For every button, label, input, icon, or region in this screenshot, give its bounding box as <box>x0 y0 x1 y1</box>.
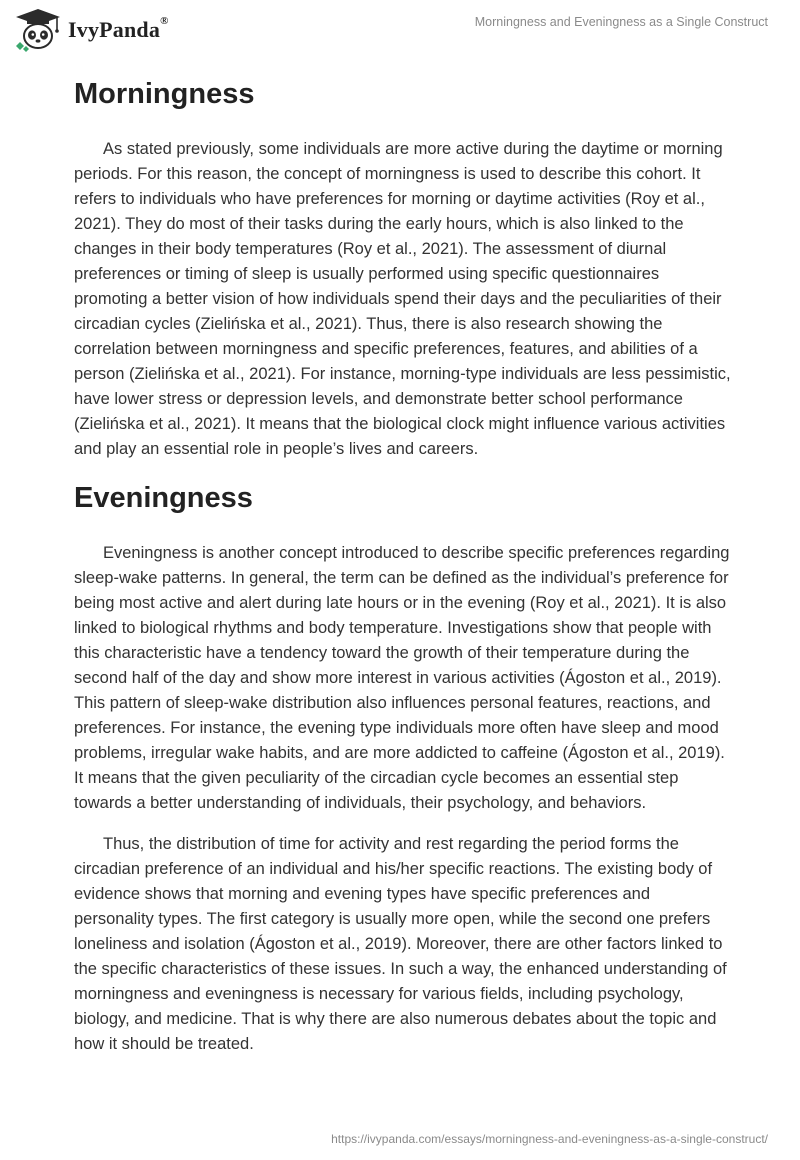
document-title: Morningness and Eveningness as a Single Construct <box>474 15 768 29</box>
paragraph-eveningness-1: Eveningness is another concept introduced to describe specific preferences regarding sleep-wake patterns. In general, the term can be defined as the individual’s preference for being most active and alert during late hours or in the evening (Roy et al., 2021). It is also linked to biological rhythms and body temperature. Investigations show that people with this characteristic have a tendency toward the growth of their temperature during the second half of the day and show more interest in various activities (Ágoston et al., 2019). This pattern of sleep-wake distribution also influences personal features, reactions, and preferences. For instance, the evening type individuals more often have sleep and mood problems, irregular wake habits, and are more addicted to caffeine (Ágoston et al., 2019). It means that the given peculiarity of the circadian cycle becomes an essential step towards a better understanding of individuals, their psychology, and behaviors. <box>74 544 730 812</box>
brand-logo[interactable] <box>14 8 169 52</box>
brand-text: IvyPanda <box>68 17 161 42</box>
paragraph-eveningness-2: Thus, the distribution of time for activity and rest regarding the period forms the circadian preference of an individual and his/her specific reactions. The existing body of evidence shows that morning and evening types have specific preferences and personality types. The first category is usually more open, while the second one prefers loneliness and isolation (Ágoston et al., 2019). Moreover, there are other factors linked to the specific characteristics of these issues. In such a way, the enhanced understanding of morningness and eveningness is necessary for various fields, including psychology, biology, and medicine. That is why there are also numerous debates about the topic and how it should be treated. <box>74 835 727 1053</box>
brand-name <box>68 17 169 43</box>
source-url[interactable]: https://ivypanda.com/essays/morningness-and-eveningness-as-a-single-construct/ <box>331 1132 768 1146</box>
paragraph-morningness: As stated previously, some individuals are more active during the daytime or morning periods. For this reason, the concept of morningness is used to describe this cohort. It refers to individuals who have preferences for morning or daytime activities (Roy et al., 2021). They do most of their tasks during the early hours, which is also linked to the changes in their body temperatures (Roy et al., 2021). The assessment of diurnal preferences or timing of sleep is usually performed using specific questionnaires promoting a better vision of how individuals spend their days and the peculiarities of their circadian cycles (Zielińska et al., 2021). Thus, there is also research showing the correlation between morningness and specific preferences, features, and abilities of a person (Zielińska et al., 2021). For instance, morning-type individuals are less pessimistic, have lower stress or depression levels, and demonstrate better school performance (Zielińska et al., 2021). It means that the biological clock might influence various activities and play an essential role in people’s lives and careers. <box>74 140 731 458</box>
section-heading-morningness: Morningness <box>74 78 255 110</box>
registered-mark: ® <box>160 15 169 27</box>
page-header <box>0 0 800 64</box>
panda-graduate-icon <box>14 8 62 52</box>
section-heading-eveningness: Eveningness <box>74 482 253 514</box>
essay-body <box>74 68 734 1057</box>
